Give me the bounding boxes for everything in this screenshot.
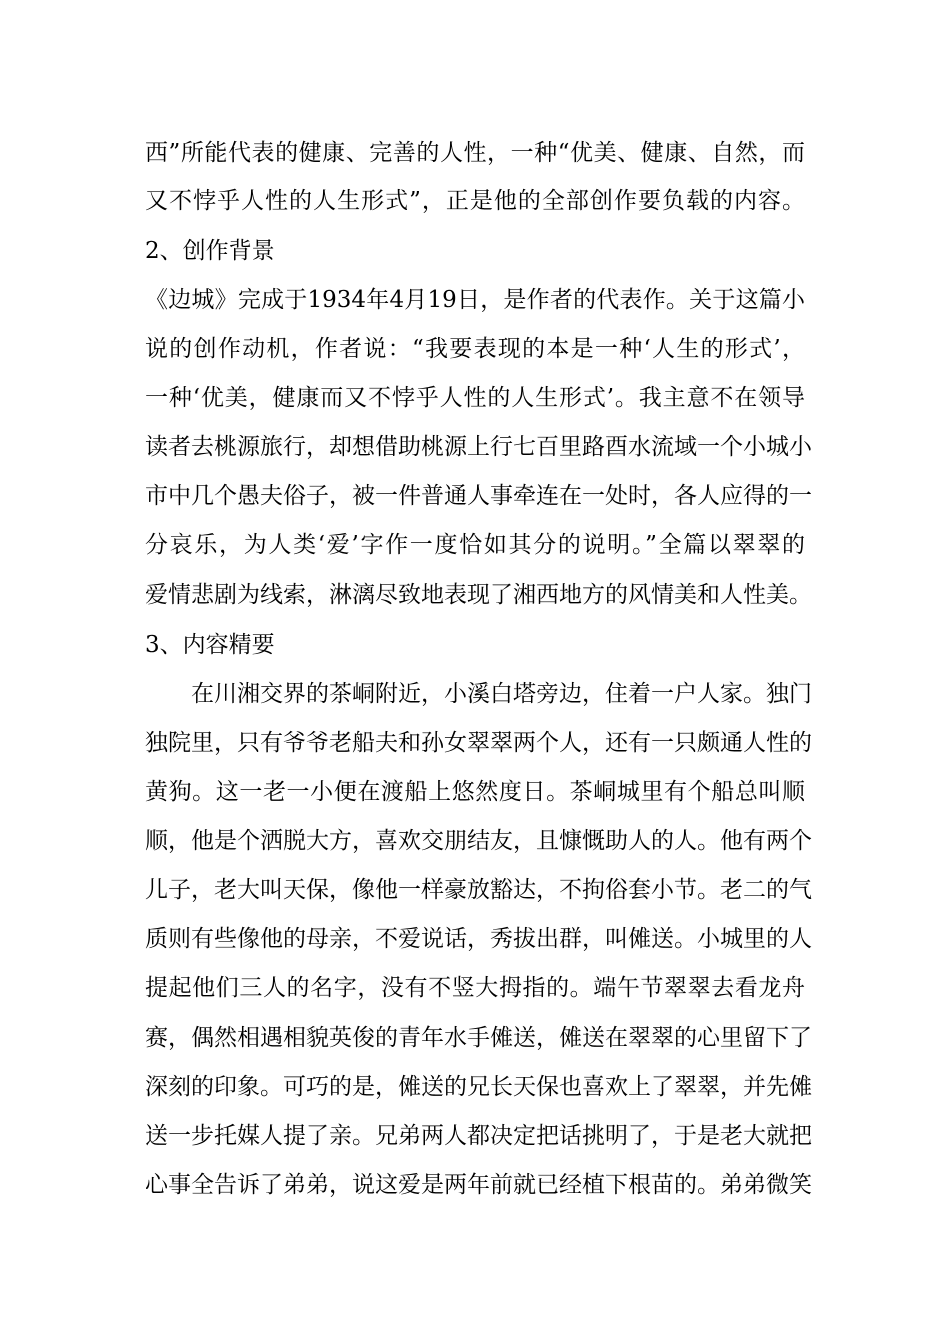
paragraph-line: 市中几个愚夫俗子，被一件普通人事牵连在一处时，各人应得的一	[145, 483, 812, 509]
paragraph-line: 顺，他是个洒脱大方，喜欢交朋结友，且慷慨助人的人。他有两个	[145, 828, 812, 854]
paragraph-line: 独院里，只有爷爷老船夫和孙女翠翠两个人，还有一只颇通人性的	[145, 730, 812, 756]
paragraph-line: 说的创作动机，作者说：“我要表现的本是一种‘人生的形式’，	[145, 336, 805, 362]
paragraph-line: 在川湘交界的茶峒附近，小溪白塔旁边，住着一户人家。独门	[191, 681, 812, 707]
section-heading-summary: 3、内容精要	[145, 632, 275, 658]
paragraph-line: 西”所能代表的健康、完善的人性，一种“优美、健康、自然，而	[145, 140, 805, 166]
paragraph-line: 读者去桃源旅行，却想借助桃源上行七百里路酉水流域一个小城小	[145, 434, 812, 460]
paragraph-line: 黄狗。这一老一小便在渡船上悠然度日。茶峒城里有个船总叫顺	[145, 779, 805, 805]
paragraph-line: 一种‘优美，健康而又不悖乎人性的人生形式’。我主意不在领导	[145, 385, 805, 411]
paragraph-line: 心事全告诉了弟弟，说这爱是两年前就已经植下根苗的。弟弟微笑	[145, 1172, 812, 1198]
paragraph-line: 送一步托媒人提了亲。兄弟两人都决定把话挑明了，于是老大就把	[145, 1123, 812, 1149]
section-heading-background: 2、创作背景	[145, 238, 275, 264]
paragraph-line: 又不悖乎人性的人生形式”，正是他的全部创作要负载的内容。	[145, 188, 805, 214]
paragraph-line: 提起他们三人的名字，没有不竖大拇指的。端午节翠翠去看龙舟	[145, 975, 805, 1001]
paragraph-line: 分哀乐，为人类‘爱’字作一度恰如其分的说明。”全篇以翠翠的	[145, 532, 805, 558]
paragraph-line: 深刻的印象。可巧的是，傩送的兄长天保也喜欢上了翠翠，并先傩	[145, 1074, 812, 1100]
paragraph-line: 质则有些像他的母亲，不爱说话，秀拔出群，叫傩送。小城里的人	[145, 926, 812, 952]
paragraph-line: 爱情悲剧为线索，淋漓尽致地表现了湘西地方的风情美和人性美。	[145, 582, 812, 608]
paragraph-line: 赛，偶然相遇相貌英俊的青年水手傩送，傩送在翠翠的心里留下了	[145, 1025, 812, 1051]
paragraph-line: 儿子，老大叫天保，像他一样豪放豁达，不拘俗套小节。老二的气	[145, 877, 812, 903]
paragraph-line: 《边城》完成于1934年4月19日，是作者的代表作。关于这篇小	[145, 287, 805, 313]
